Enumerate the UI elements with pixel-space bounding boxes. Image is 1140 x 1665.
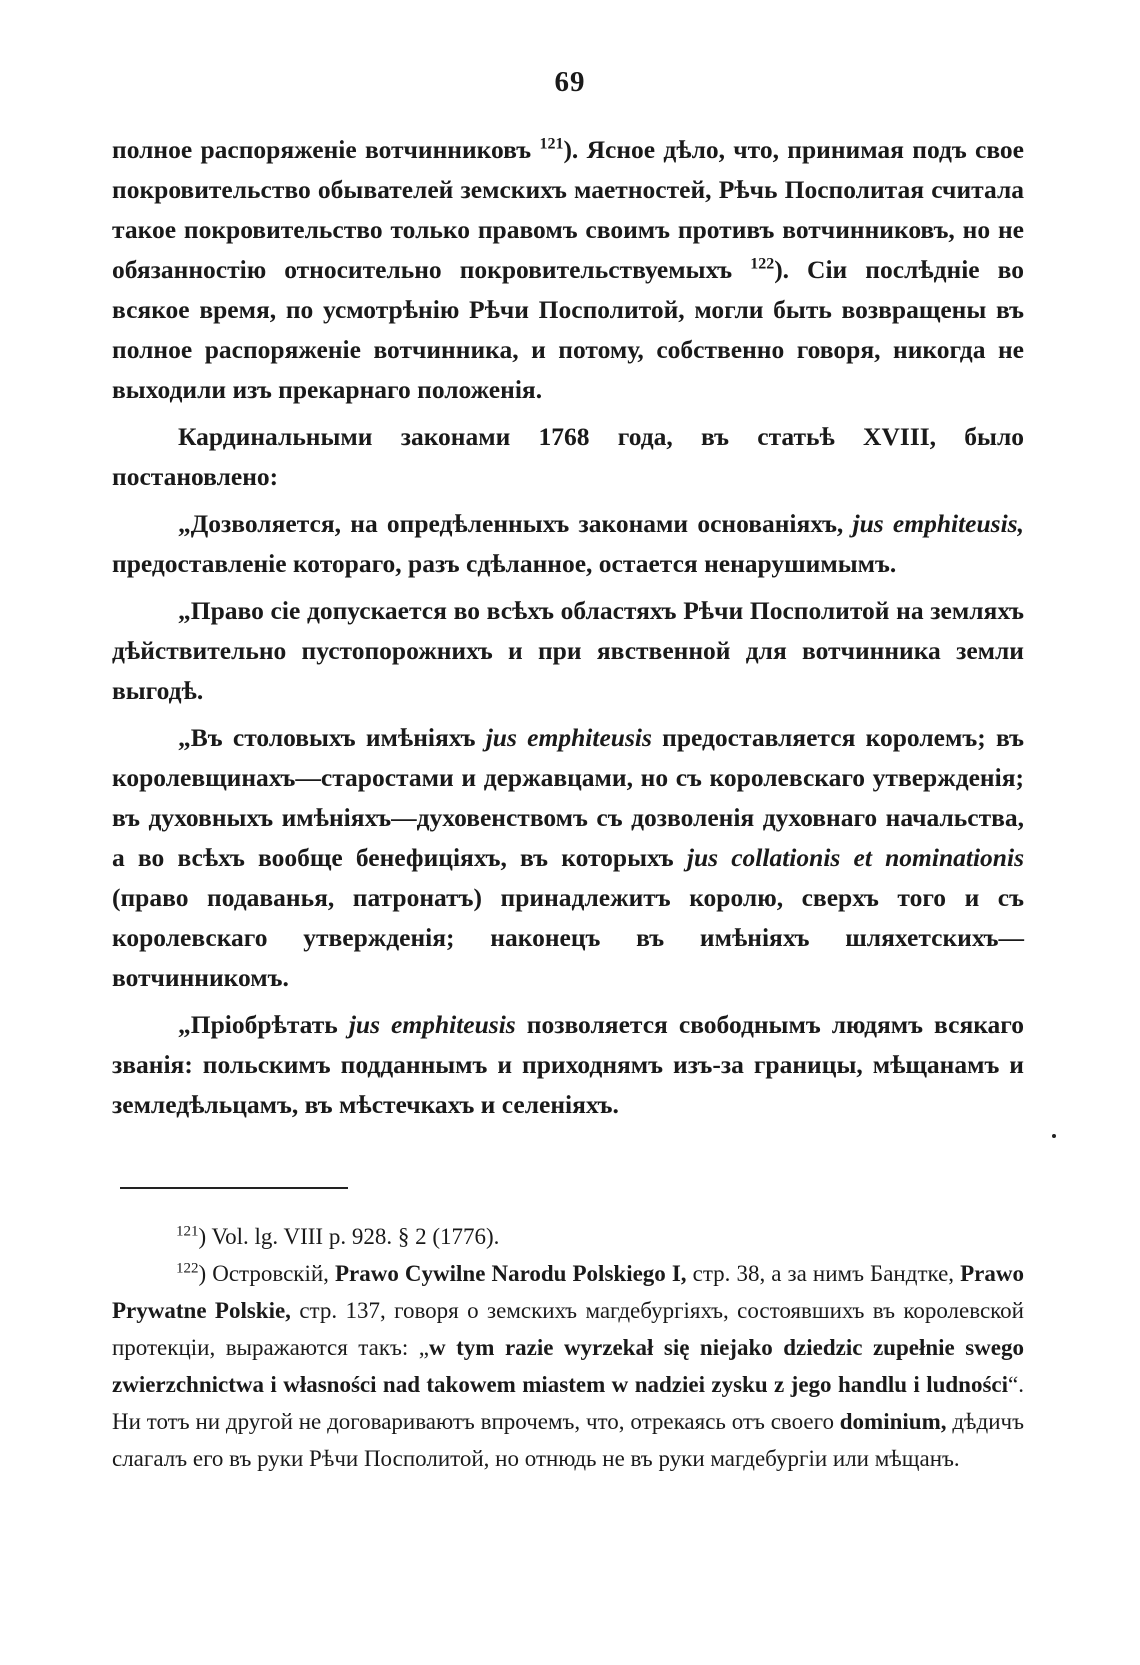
paragraph-3 <box>112 504 1024 584</box>
latin-term: dominium, <box>839 1409 947 1434</box>
footnote-122-text-b: стр. 38, а за нимъ Бандтке, <box>686 1261 961 1286</box>
paragraph-1-text-b: ). Ясное дѣло, что, принимая подъ свое покровительство обывателей земскихъ маетностей, Рѣчь Посполитая считала такое покровительство только правомъ своимъ противъ вотчинниковъ, но не обязанностію относительно покровительствуемыхъ <box>112 135 1024 284</box>
footnote-121 <box>112 1218 1024 1255</box>
paragraph-1-text-a: полное распоряженіе вотчинниковъ <box>112 135 540 164</box>
paragraph-4: „Право сіе допускается во всѣхъ областяхъ Рѣчи Посполитой на земляхъ дѣйствительно пустопорожнихъ и при явственной для вотчинника земли выгодѣ. <box>112 596 1024 705</box>
footnote-ref-122[interactable]: 122 <box>750 255 775 273</box>
footnotes <box>112 1218 1024 1477</box>
citation-title: Prawo Cywilne Narodu Polskiego I, <box>334 1261 687 1286</box>
paragraph-3-text-a: „Дозволяется, на опредѣленныхъ законами основаніяхъ, <box>178 509 853 538</box>
polish-quote: w tym razie wyrzekał się niejako dziedzic zupełnie swego zwierzchnictwa i własności nad takowem miastem w nadziei zysku z jego handlu i ludności <box>112 1335 1024 1397</box>
footnote-122-text-c: стр. 137, говоря о земскихъ магдебургіяхъ, состоявшихъ въ королевской протекціи, выражаются такъ: „ <box>112 1298 1024 1360</box>
footnote-122-text-d: “. Ни тотъ ни другой не договариваютъ впрочемъ, что, отрекаясь отъ своего <box>112 1372 1024 1434</box>
footnote-number: 121 <box>176 1223 199 1240</box>
latin-term: jus emphiteusis <box>485 723 652 752</box>
latin-term: jus emphiteusis, <box>852 509 1024 538</box>
footnote-ref-121[interactable]: 121 <box>539 135 564 153</box>
footnote-122-text-e: дѣдичъ слагалъ его въ руки Рѣчи Посполитой, но отнюдь не въ руки магдебургіи или мѣщанъ. <box>112 1409 1024 1471</box>
footnote-122 <box>112 1255 1024 1477</box>
paragraph-1-text-c: ). Сіи послѣдніе во всякое время, по усмотрѣнію Рѣчи Посполитой, могли быть возвращены въ полное распоряженіе вотчинника, и потому, собственно говоря, никогда не выходили изъ прекарнаго положенія. <box>112 255 1024 404</box>
paragraph-5-text-a: „Въ столовыхъ имѣніяхъ <box>178 723 486 752</box>
paragraph-6-text-b: позволяется свободнымъ людямъ всякаго званія: польскимъ подданнымъ и приходнямъ изъ-за границы, мѣщанамъ и земледѣльцамъ, въ мѣстечкахъ и селеніяхъ. <box>112 1010 1024 1119</box>
paragraph-3-text-b: предоставленіе котораго, разъ сдѣланное, остается ненарушимымъ. <box>112 549 897 578</box>
footnote-122-text-a: ) Островскій, <box>198 1261 335 1286</box>
paragraph-1 <box>112 130 1024 410</box>
page-number: 69 <box>554 66 586 98</box>
paragraph-5-text-b: предоставляется королемъ; въ королевщинахъ—старостами и державцами, но съ королевскаго утвержденія; въ духовныхъ имѣніяхъ—духовенствомъ съ дозволенія духовнаго начальства, а во всѣхъ вообще бенефиціяхъ, въ которыхъ <box>112 723 1024 872</box>
footnote-separator <box>120 1187 348 1189</box>
latin-term: jus collationis et nominationis <box>686 843 1024 872</box>
footnote-number: 122 <box>176 1260 199 1277</box>
latin-term: jus emphiteusis <box>348 1010 516 1039</box>
paragraph-6 <box>112 1005 1024 1125</box>
paragraph-2: Кардинальными законами 1768 года, въ статьѣ XVIII, было постановлено: <box>112 422 1024 491</box>
footnote-121-text: ) Vol. lg. VIII p. 928. § 2 (1776). <box>198 1224 500 1249</box>
main-text <box>112 130 1024 1132</box>
citation-title: Prawo Prywatne Polskie, <box>112 1261 1024 1323</box>
paragraph-5-text-c: (право подаванья, патронатъ) принадлежитъ королю, сверхъ того и съ королевскаго утвержденія; наконецъ въ имѣніяхъ шляхетскихъ—вотчинникомъ. <box>112 883 1024 992</box>
print-speck <box>1052 1134 1056 1138</box>
paragraph-5 <box>112 718 1024 998</box>
paragraph-6-text-a: „Пріобрѣтать <box>178 1010 349 1039</box>
